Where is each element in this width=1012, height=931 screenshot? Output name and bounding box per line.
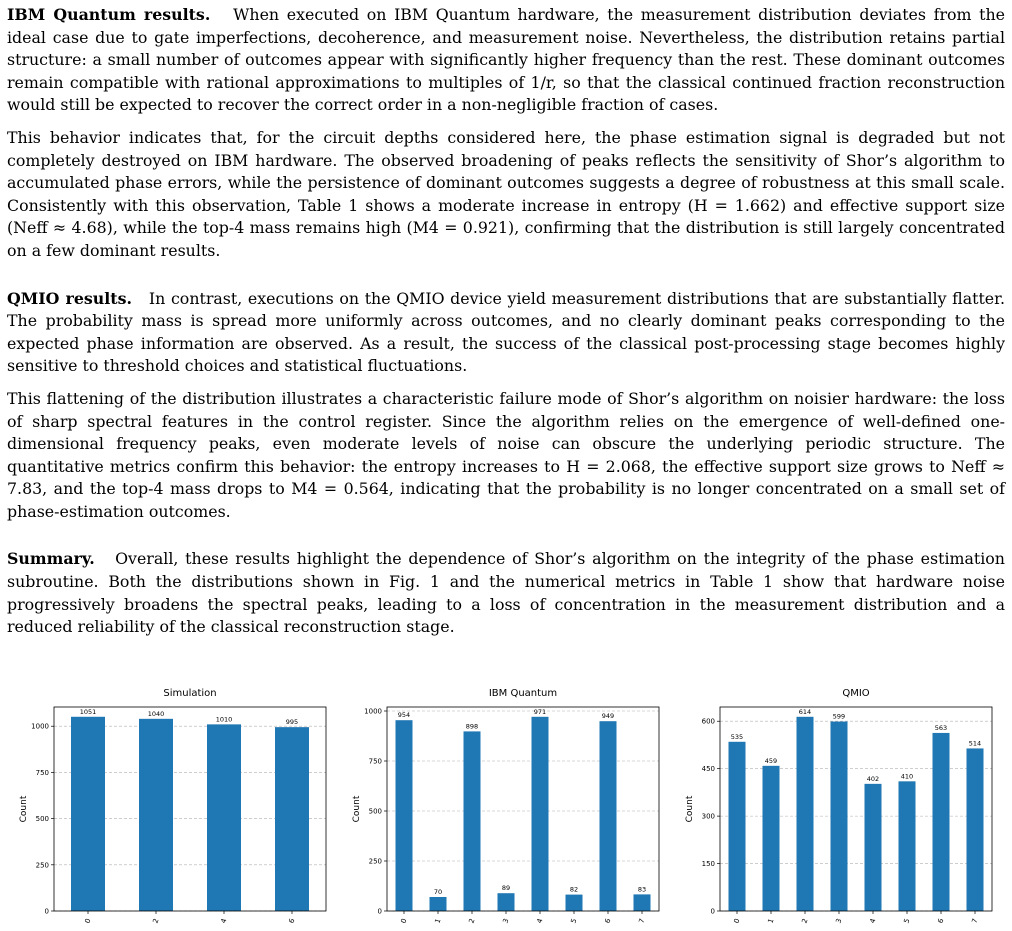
bar-value-label: 402 [866,774,880,783]
qmio-results-heading: QMIO results. [7,288,132,308]
ibm-results-heading: IBM Quantum results. [7,5,211,24]
bar-value-label: 898 [465,722,479,731]
paragraph-summary [7,548,1005,638]
paragraph-qmio-analysis: This flattening of the distribution illustrates a characteristic failure mode of Shor’s algorithm on noisier hardware: the loss of sharp spectral features in the control register. Since the algorithm relies on the emergence of well-defined one-dimensional frequency peaks, even moderate levels of noise can obscure the underlying periodic structure. The quantitative metrics confirm this behavior: the entropy increases to H = 2.068, the effective support size grows to Neff ≈ 7.83, and the top-4 mass drops to M4 = 0.564, indicating that the probability is no longer concentrated on a small set of phase-estimation outcomes. [7,388,1005,521]
x-tick-label: 7 [637,917,647,925]
bar [967,748,984,911]
paragraph-qmio-results [7,288,1005,378]
y-tick-label: 0 [44,907,49,916]
x-tick-label: 0 [399,917,409,925]
x-tick-label: 6 [603,917,613,925]
chart-simulation [14,678,332,931]
plot-frame [720,707,992,911]
chart-title: Simulation [163,688,217,699]
y-tick-label: 1000 [31,722,49,731]
bar-value-label: 971 [533,707,547,716]
x-tick-label: 2 [800,917,810,925]
y-tick-label: 0 [377,907,382,916]
bar [729,742,746,911]
x-tick-label: 6 [936,917,946,925]
paragraph-ibm-results [7,4,1005,117]
bar-value-label: 614 [798,707,812,716]
y-tick-label: 450 [701,765,715,774]
paragraph-ibm-analysis: This behavior indicates that, for the circuit depths considered here, the phase estimation signal is degraded but not completely destroyed on IBM hardware. The observed broadening of peaks reflects the sensitivity of Shor’s algorithm to accumulated phase errors, while the persistence of dominant outcomes suggests a degree of robustness at this small scale. Consistently with this observation, Table 1 shows a moderate increase in entropy (H = 1.662) and effective support size (Neff ≈ 4.68), while the top-4 mass remains high (M4 = 0.921), confirming that the distribution is still largely concentrated on a few dominant results. [7,127,1005,260]
y-tick-label: 750 [35,768,49,777]
paper-page [7,4,1005,639]
qmio-results-body: In contrast, executions on the QMIO device yield measurement distributions that are substantially flatter. The probability mass is spread more uniformly across outcomes, and no clearly dominant peaks corresponding to the expected phase information are observed. As a result, the success of the classical post-processing stage becomes highly sensitive to threshold choices and statistical fluctuations. [7,288,1005,376]
x-tick-label: 4 [868,917,878,925]
chart-title: IBM Quantum [488,688,558,699]
bar [600,721,617,911]
x-tick-label: 1 [766,917,776,925]
bar [797,717,814,911]
y-tick-label: 300 [701,812,715,821]
bar-value-label: 599 [832,712,846,721]
bar-value-label: 89 [501,884,511,893]
bar [634,894,651,911]
y-tick-label: 250 [368,857,382,866]
bar [464,731,481,911]
x-tick-label: 5 [569,917,579,925]
chart-svg [14,678,332,931]
bar-value-label: 514 [968,739,982,748]
bar-value-label: 83 [637,885,647,894]
bar-value-label: 535 [730,732,744,741]
x-tick-label: 6 [287,917,297,925]
x-tick-label: 2 [467,917,477,925]
y-tick-label: 500 [368,807,382,816]
bar [207,724,241,911]
bar [532,717,549,911]
bar [275,727,309,911]
bar [498,893,515,911]
chart-svg [347,678,665,931]
bar [71,717,105,911]
x-tick-label: 0 [732,917,742,925]
y-axis-label: Count [19,795,29,823]
bar [139,719,173,911]
x-tick-label: 2 [151,917,161,925]
x-tick-label: 4 [535,917,545,925]
bar-value-label: 949 [601,712,615,721]
bar [430,897,447,911]
x-tick-label: 1 [433,917,443,925]
bar [933,733,950,911]
figure-measurement-distributions [0,678,1012,931]
bar-value-label: 995 [285,718,299,727]
chart-qmio [680,678,998,931]
bar-value-label: 954 [397,711,411,720]
summary-heading: Summary. [7,549,95,569]
plot-frame [387,707,659,911]
bar-value-label: 82 [569,885,579,894]
chart-title: QMIO [842,688,870,699]
y-tick-label: 1000 [364,707,382,716]
y-tick-label: 750 [368,757,382,766]
bar [566,895,583,911]
y-tick-label: 600 [701,717,715,726]
bar [865,784,882,911]
bar-value-label: 563 [934,723,948,732]
y-axis-label: Count [352,795,362,823]
y-tick-label: 0 [710,907,715,916]
x-tick-label: 7 [970,917,980,925]
bar-value-label: 1051 [79,707,97,716]
bar [899,781,916,911]
bar-value-label: 459 [764,756,778,765]
chart-ibm-quantum [347,678,665,931]
bar [763,766,780,911]
x-tick-label: 3 [834,917,844,925]
y-tick-label: 500 [35,815,49,824]
bar [396,720,413,911]
chart-svg [680,678,998,931]
bar-value-label: 1010 [215,715,233,724]
x-tick-label: 0 [83,917,93,925]
summary-body: Overall, these results highlight the dependence of Shor’s algorithm on the integrity of the phase estimation subroutine. Both the distributions shown in Fig. 1 and the numerical metrics in Table 1 show that hardware noise progressively broadens the spectral peaks, leading to a loss of concentration in the measurement distribution and a reduced reliability of the classical reconstruction stage. [7,549,1005,637]
x-tick-label: 3 [501,917,511,925]
ibm-results-body: When executed on IBM Quantum hardware, the measurement distribution deviates from the ideal case due to gate imperfections, decoherence, and measurement noise. Nevertheless, the distribution retains partial structure: a small number of outcomes appear with significantly higher frequency than the rest. These dominant outcomes remain compatible with rational approximations to multiples of 1/r, so that the classical continued fraction reconstruction would still be expected to recover the correct order in a non-negligible fraction of cases. [7,5,1005,115]
x-tick-label: 4 [219,917,229,925]
bar [831,722,848,911]
bar-value-label: 1040 [147,709,165,718]
y-tick-label: 250 [35,861,49,870]
bar-value-label: 410 [900,772,914,781]
y-tick-label: 150 [701,860,715,869]
y-axis-label: Count [685,795,695,823]
bar-value-label: 70 [433,888,443,896]
x-tick-label: 5 [902,917,912,925]
